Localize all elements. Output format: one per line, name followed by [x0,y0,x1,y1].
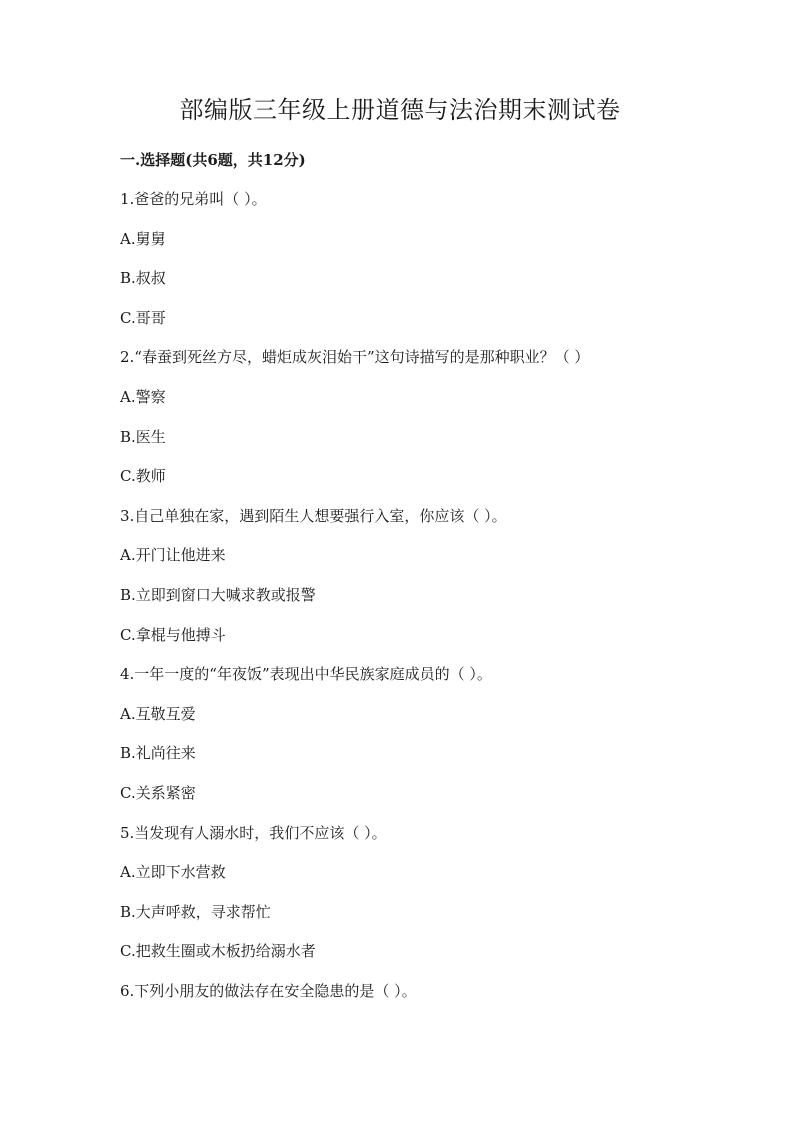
question-1-option-c: C.哥哥 [120,309,166,327]
question-4-option-a: A.互敬互爱 [120,705,196,723]
question-3-stem: 3.自己单独在家，遇到陌生人想要强行入室，你应该（ ）。 [120,507,507,525]
question-1-option-b: B.叔叔 [120,269,166,287]
question-2-option-a: A.警察 [120,388,166,406]
question-2-option-c: C.教师 [120,467,166,485]
question-5-option-a: A.立即下水营救 [120,863,226,881]
question-4-option-c: C.关系紧密 [120,784,196,802]
page-title: 部编版三年级上册道德与法治期末测试卷 [179,96,621,124]
section-heading: 一.选择题(共6题，共12分) [120,151,306,169]
question-4-stem: 4.一年一度的“年夜饭”表现出中华民族家庭成员的（ ）。 [120,665,492,683]
question-3-option-a: A.开门让他进来 [120,546,226,564]
question-3-option-c: C.拿棍与他搏斗 [120,626,226,644]
question-5-option-c: C.把救生圈或木板扔给溺水者 [120,942,316,960]
question-5-option-b: B.大声呼救，寻求帮忙 [120,903,271,921]
question-1-stem: 1.爸爸的兄弟叫（ ）。 [120,190,267,208]
question-6-stem: 6.下列小朋友的做法存在安全隐患的是（ ）。 [120,982,417,1000]
question-2-option-b: B.医生 [120,428,166,446]
question-4-option-b: B.礼尚往来 [120,744,196,762]
question-5-stem: 5.当发现有人溺水时，我们不应该（ ）。 [120,824,387,842]
question-1-option-a: A.舅舅 [120,230,166,248]
question-2-stem: 2.“春蚕到死丝方尽，蜡炬成灰泪始干”这句诗描写的是那种职业？（ ） [120,348,590,366]
question-3-option-b: B.立即到窗口大喊求教或报警 [120,586,316,604]
